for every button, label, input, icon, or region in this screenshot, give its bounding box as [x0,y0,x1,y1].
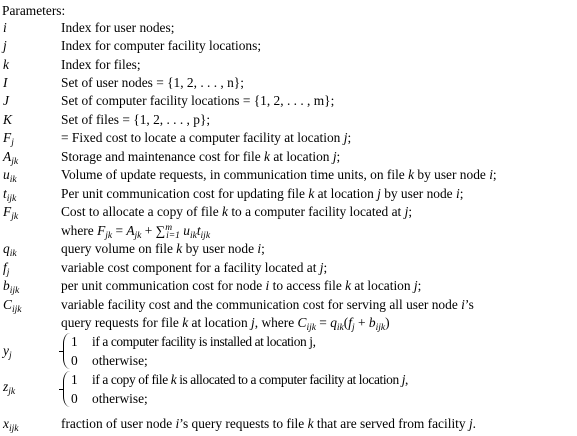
param-description: Index for user nodes; [61,20,175,35]
param-description: Index for computer facility locations; [61,38,262,53]
param-symbol: $F_j$ [3,130,14,148]
param-symbol: $f_j$ [3,260,10,278]
case-row [0,333,577,350]
param-symbol: $x_{ijk}$ [3,416,19,434]
param-symbol: $q_{ik}$ [3,241,17,259]
param-symbol: i [3,20,7,35]
param-row-Cijk [0,296,577,313]
param-symbol: $z_{jk}$ [3,379,16,397]
case-condition: if a copy of file k is allocated to a computer facility at location j, [92,372,408,387]
param-row-qik [0,240,577,257]
param-description: Storage and maintenance cost for file k at location j; [61,149,341,164]
param-symbol: $C_{ijk}$ [3,297,22,315]
param-row-J [0,92,577,109]
param-row-bijk [0,277,577,294]
param-description: Set of files = {1, 2, . . . , p}; [61,112,211,127]
param-symbol: J [3,93,9,108]
param-symbol: j [3,38,7,53]
param-description: variable facility cost and the communication cost for serving all user node i’s [61,297,474,312]
param-row-Cijk-formula [0,314,577,331]
param-row-Fj [0,129,577,146]
param-description: Index for files; [61,57,141,72]
param-row-uik [0,166,577,183]
param-row-Ajk [0,148,577,165]
case-condition: otherwise; [92,391,148,406]
param-description: Per unit communication cost for updating file k at location j by user node i; [61,186,464,201]
param-symbol: $u_{ik}$ [3,167,17,185]
case-value: 1 [71,372,78,387]
param-symbol: $F_{jk}$ [3,204,19,222]
param-row-k [0,56,577,73]
param-row-fj [0,259,577,276]
case-value: 0 [71,391,78,406]
param-row-i [0,19,577,36]
param-row-K [0,111,577,128]
param-formula: where $F_{jk} = A_{jk} + \sum^m_{i=1}$ $u_{ik}t_{ijk}$ [61,223,211,241]
param-description: per unit communication cost for node i to access file k at location j; [61,278,422,293]
case-row [0,390,577,407]
param-description: Set of computer facility locations = {1, 2, . . . , m}; [61,93,335,108]
param-description: query volume on file k by user node i; [61,241,265,256]
param-symbol: I [3,75,8,90]
param-description: Volume of update requests, in communication time units, on file k by user node i; [61,167,497,182]
case-value: 0 [71,353,78,368]
param-row-Fjk-formula [0,222,577,239]
param-symbol: $b_{ijk}$ [3,278,20,296]
param-symbol: K [3,112,12,127]
param-symbol: k [3,57,9,72]
case-condition: if a computer facility is installed at location j, [92,334,316,349]
param-row-I [0,74,577,91]
case-value: 1 [71,334,78,349]
param-symbol: $y_j$ [3,343,12,361]
case-condition: otherwise; [92,353,148,368]
section-heading: Parameters: [2,3,66,18]
param-formula: query requests for file k at location j, where $C_{ijk} = q_{ik}(f_j + b_{ijk})$ [61,315,390,333]
param-row-j [0,37,577,54]
param-description: Set of user nodes = {1, 2, . . . , n}; [61,75,244,90]
param-row-tijk [0,185,577,202]
param-row-xijk [0,415,577,432]
case-row [0,352,577,369]
param-row-Fjk [0,203,577,220]
param-description: = Fixed cost to locate a computer facility at location j; [61,130,352,145]
param-symbol: $t_{ijk}$ [3,186,17,204]
param-description: Cost to allocate a copy of file k to a computer facility located at j; [61,204,413,219]
param-description: fraction of user node i’s query requests to file k that are served from facility j. [61,416,477,431]
case-row [0,371,577,388]
param-symbol: $A_{jk}$ [3,149,19,167]
param-description: variable cost component for a facility located at j; [61,260,328,275]
